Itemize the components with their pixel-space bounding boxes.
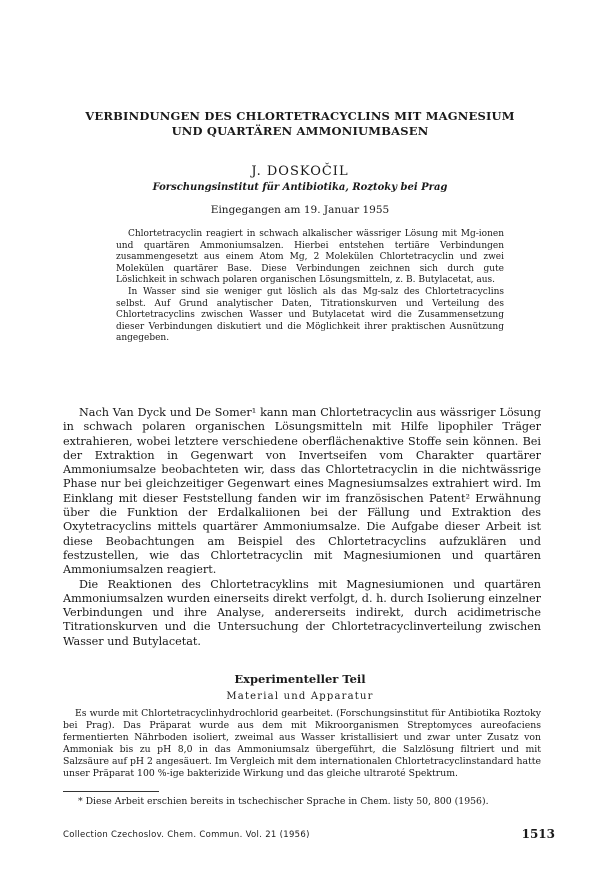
journal-citation: Collection Czechoslov. Chem. Commun. Vol. 21 (1956) (63, 830, 310, 840)
page-number: 1513 (521, 827, 555, 841)
abstract-paragraph-2: In Wasser sind sie weniger gut löslich als das Mg-salz des Chlortetracyclins selbst. Auf Grund analytischer Daten, Titrationskurven und Verteilung des Chlortetracyclins zwischen Wasser und Butylacetat wird die Zusammensetzung dieser Verbindungen diskutiert und die Möglichkeit ihrer praktischen Ausnützung angegeben. (116, 286, 504, 344)
body-paragraph-1: Nach Van Dyck und De Somer¹ kann man Chlortetracyclin aus wässriger Lösung in schwach polaren organischen Lösungsmitteln mit Hilfe lipophiler Träger extrahieren, wobei letztere verschiedene oberflächenaktive Stoffe sein können. Bei der Extraktion in Gegenwart von Invertseifen vom Charakter quartärer Ammoniumsalze beobachteten wir, dass das Chlortetracyclin in die nichtwässrige Phase nur bei gleichzeitiger Gegenwart eines Magnesiumsalzes extrahiert wird. Im Einklang mit dieser Feststellung fanden wir im französischen Patent² Erwähnung über die Funktion der Erdalkaliionen bei der Fällung und Extraktion des Oxytetracyclins mittels quartärer Ammoniumsalze. Die Aufgabe dieser Arbeit ist diese Beobachtungen am Beispiel des Chlortetracyclins aufzuklären und festzustellen, wie das Chlortetracyclin mit Magnesiumionen und quartären Ammoniumsalzen reagiert. (63, 406, 541, 577)
article-title (40, 109, 560, 139)
experimental-paragraph: Es wurde mit Chlortetracyclinhydrochlorid gearbeitet. (Forschungsinstitut für Antibiotika Roztoky bei Prag). Das Präparat wurde aus dem mit Mikroorganismen Streptomyces aureofaciens fermentierten Nährboden isoliert, zweimal aus Wasser kristallisiert und zwar unter Zusatz von Ammoniak bis zu pH 8,0 in das Ammoniumsalz übergeführt, die Salzlösung filtriert und mit Salzsäure auf pH 2 angesäuert. Im Vergleich mit dem internationalen Chlortetracyclinstandard hatte unser Präparat 100 %-ige bakterizide Wirkung und das gleiche ultraroté Spektrum. (63, 708, 541, 779)
footnote-rule (63, 791, 159, 792)
author-affiliation: Forschungsinstitut für Antibiotika, Roztoky bei Prag (152, 182, 448, 193)
title-line-2: UND QUARTÄREN AMMONIUMBASEN (171, 124, 429, 138)
section-heading: Experimenteller Teil (234, 672, 366, 686)
abstract (116, 229, 504, 345)
abstract-paragraph-1: Chlortetracyclin reagiert in schwach alkalischer wässriger Lösung mit Mg-ionen und quartären Ammoniumsalzen. Hierbei entstehen tertiäre Verbindungen zusammengesetzt aus einem Atom Mg, 2 Molekülen Chlortetracyclin und zwei Molekülen quartärer Base. Diese Verbindungen zeichnen sich durch gute Löslichkeit in schwach polaren organischen Lösungsmitteln, z. B. Butylacetat, aus. (116, 229, 504, 286)
subsection-heading: Material und Apparatur (226, 691, 374, 702)
author-name: J. DOSKOČIL (251, 164, 349, 179)
body-paragraph-2: Die Reaktionen des Chlortetracyklins mit Magnesiumionen und quartären Ammoniumsalzen wurden einerseits direkt verfolgt, d. h. durch Isolierung einzelner Verbindungen und ihre Analyse, andererseits indirekt, durch acidimetrische Titrationskurven und die Untersuchung der Chlortetracyclinverteilung zwischen Wasser und Butylacetat. (63, 577, 541, 648)
experimental-text (63, 708, 541, 780)
footnote: * Diese Arbeit erschien bereits in tschechischer Sprache in Chem. listy 50, 800 (1956). (78, 796, 489, 807)
received-date: Eingegangen am 19. Januar 1955 (210, 204, 390, 216)
introduction (63, 406, 541, 649)
title-line-1: VERBINDUNGEN DES CHLORTETRACYCLINS MIT MAGNESIUM (85, 109, 515, 123)
